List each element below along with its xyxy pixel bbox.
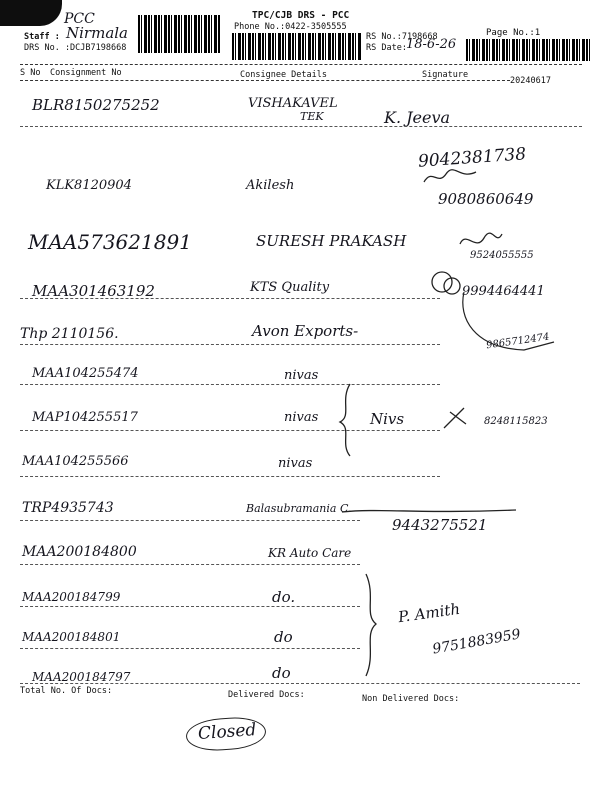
drs-number: DRS No. :DCJB7198668: [24, 43, 127, 53]
rs-number: RS No.:7198668: [366, 32, 438, 42]
col-header-divider: [20, 80, 510, 81]
row-6-consignee: nivas: [284, 368, 319, 383]
col-header-sno: S No: [20, 68, 41, 78]
row-5-phone: 9865712474: [485, 331, 551, 352]
row-12-consignee: do: [274, 628, 293, 646]
row-4-consignee: KTS Quality: [250, 280, 330, 295]
signature-connector-line: [454, 288, 564, 368]
row-5-line: [20, 344, 440, 345]
row-4-line: [20, 298, 440, 299]
row-6-line: [20, 384, 440, 385]
col-header-consignee: Consignee Details: [240, 70, 327, 80]
row-13-consignment: MAA200184797: [32, 670, 131, 684]
row-2-consignment: KLK8120904: [46, 178, 132, 193]
barcode-right: [466, 39, 592, 61]
row-9-line: [20, 520, 360, 521]
row-12-phone: 9751883959: [431, 626, 522, 658]
staff-label: Staff :: [24, 32, 60, 42]
report-title: TPC/CJB DRS - PCC: [252, 10, 350, 21]
row-2-signature-scribble: [420, 166, 480, 190]
row-7-consignment: MAP104255517: [32, 410, 138, 425]
row-7-phone: 8248115823: [484, 416, 548, 427]
row-1-signature: K. Jeeva: [384, 108, 451, 127]
row-9-consignment: TRP4935743: [22, 500, 114, 516]
report-date: 20240617: [510, 76, 551, 86]
row-10-consignment: MAA200184800: [22, 544, 137, 560]
row-5-consignee: Avon Exports-: [252, 322, 359, 340]
staff-name: Nirmala: [66, 24, 128, 42]
delivered-docs-label: Delivered Docs:: [228, 690, 305, 700]
row-2-phone: 9080860649: [438, 190, 534, 208]
row-5-consignment: Thp 2110156.: [20, 326, 119, 342]
row-10-line: [20, 564, 360, 565]
row-11-line: [20, 606, 360, 607]
row-9-consignee: Balasubramania C.: [246, 502, 352, 515]
group-bracket-2: [360, 570, 384, 680]
total-docs-label: Total No. Of Docs:: [20, 686, 113, 696]
rs-date-handwritten: 18-6-26: [406, 37, 457, 52]
barcode-left: [138, 15, 220, 53]
barcode-center: [232, 33, 362, 60]
row-2-consignee: Akilesh: [246, 178, 295, 193]
row-3-phone: 9524055555: [470, 250, 534, 261]
non-delivered-docs-label: Non Delivered Docs:: [362, 694, 460, 704]
row-4-consignment: MAA301463192: [32, 282, 155, 300]
row-3-signature-scribble: [456, 230, 506, 252]
header-divider: [20, 64, 582, 65]
row-12-line: [20, 648, 360, 649]
row-7-consignee: nivas: [284, 410, 319, 425]
row-11-consignment: MAA200184799: [22, 590, 121, 604]
row-8-consignee: nivas: [278, 456, 313, 471]
row-7-signature: Nivs: [370, 410, 405, 428]
row-1-phone: 9042381738: [417, 144, 527, 172]
row-1-consignee-sub: TEK: [300, 110, 324, 123]
row-10-consignee: KR Auto Care: [268, 546, 352, 560]
redaction-mark: [0, 0, 62, 26]
row-8-line: [20, 476, 440, 477]
col-header-signature: Signature: [422, 70, 469, 80]
row-1-consignment: BLR8150275252: [32, 96, 160, 114]
row-11-consignee: do.: [272, 588, 296, 606]
row-12-signature: P. Amith: [397, 599, 462, 627]
row-3-consignment: MAA573621891: [28, 230, 192, 254]
rs-date-label: RS Date:: [366, 43, 407, 53]
row-7-line: [20, 430, 440, 431]
phone-number: Phone No.:0422-3505555: [234, 22, 347, 32]
row-12-consignment: MAA200184801: [22, 630, 121, 644]
row-3-consignee: SURESH PRAKASH: [256, 232, 407, 250]
row-13-line: [20, 683, 580, 684]
row-13-consignee: do: [272, 664, 291, 682]
company-handwriting: PCC: [64, 11, 95, 27]
row-7-signature-mark: [440, 404, 470, 434]
page-number: Page No.:1: [486, 28, 541, 38]
col-header-consignment: Consignment No: [50, 68, 122, 78]
row-4-phone: 9994464441: [462, 284, 545, 299]
row-1-consignee: VISHAKAVEL: [248, 96, 338, 111]
row-9-phone: 9443275521: [392, 516, 488, 534]
row-6-consignment: MAA104255474: [32, 366, 139, 381]
closed-stamp-text: Closed: [197, 719, 257, 745]
group-bracket-1: [334, 380, 358, 460]
row-1-line: [20, 126, 582, 127]
row-8-consignment: MAA104255566: [22, 454, 129, 469]
